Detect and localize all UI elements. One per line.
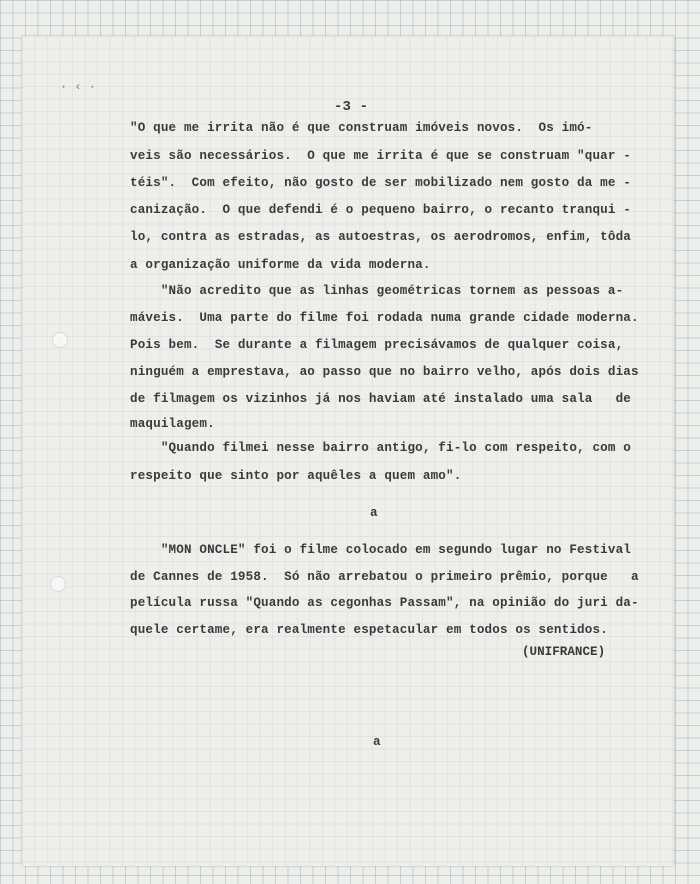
text-line: máveis. Uma parte do filme foi rodada numa grande cidade moderna. <box>130 311 639 325</box>
text-line: a organização uniforme da vida moderna. <box>130 258 431 272</box>
text-line: canização. O que defendi é o pequeno bairro, o recanto tranqui - <box>130 203 631 217</box>
section-separator: a <box>370 506 378 520</box>
text-line: de Cannes de 1958. Só não arrebatou o primeiro prêmio, porque a <box>130 570 639 584</box>
text-line: "Quando filmei nesse bairro antigo, fi-lo com respeito, com o <box>130 441 631 455</box>
page-number: -3 - <box>334 99 369 115</box>
source-credit: (UNIFRANCE) <box>522 645 606 659</box>
punch-hole-mark <box>52 332 68 348</box>
end-separator: a <box>373 735 381 749</box>
text-line: ninguém a emprestava, ao passo que no bairro velho, após dois dias <box>130 365 639 379</box>
text-line: Pois bem. Se durante a filmagem precisávamos de qualquer coisa, <box>130 338 624 352</box>
text-line: quele certame, era realmente espetacular em todos os sentidos. <box>130 623 608 637</box>
text-line: "MON ONCLE" foi o filme colocado em segundo lugar no Festival <box>130 543 631 557</box>
text-line: maquilagem. <box>130 417 215 431</box>
pencil-mark: · ‹ · <box>60 80 97 94</box>
punch-hole-mark <box>50 576 66 592</box>
text-line: de filmagem os vizinhos já nos haviam até instalado uma sala de <box>130 392 631 406</box>
text-line: "Não acredito que as linhas geométricas tornem as pessoas a- <box>130 284 624 298</box>
text-line: respeito que sinto por aquêles a quem amo". <box>130 469 462 483</box>
text-line: película russa "Quando as cegonhas Passam", na opinião do juri da- <box>130 596 639 610</box>
text-line: lo, contra as estradas, as autoestras, os aerodromos, enfim, tôda <box>130 230 631 244</box>
text-line: veis são necessários. O que me irrita é que se construam "quar - <box>130 149 631 163</box>
text-line: "O que me irrita não é que construam imóveis novos. Os imó- <box>130 121 593 135</box>
text-line: téis". Com efeito, não gosto de ser mobilizado nem gosto da me - <box>130 176 631 190</box>
